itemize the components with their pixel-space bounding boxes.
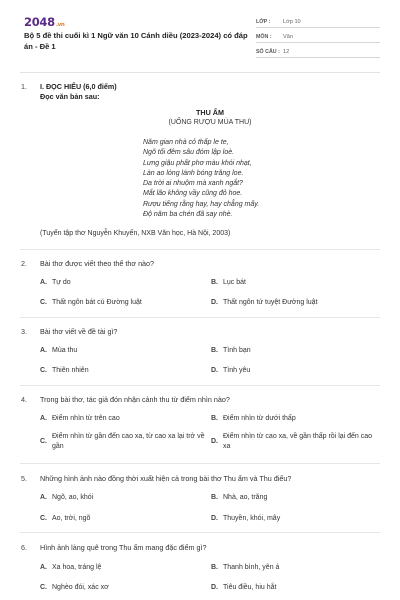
option-b[interactable] — [211, 493, 267, 503]
option-letter: D. — [211, 515, 218, 522]
option-text: Tình yêu — [223, 367, 251, 374]
option-letter: B. — [211, 415, 218, 422]
question-text: Hình ảnh làng quê trong Thu ẩm mang đặc điểm gì? — [40, 543, 207, 552]
poem-heading — [40, 108, 380, 128]
option-text: Điểm nhìn từ gần đến cao xa, từ cao xa lại trở về gần — [52, 433, 205, 450]
option-d[interactable] — [211, 514, 280, 524]
question-divider — [20, 385, 380, 386]
document-title: Bộ 5 đề thi cuối kì 1 Ngữ văn 10 Cánh diều (2023-2024) có đáp án - Đề 1 — [24, 31, 248, 51]
question-divider — [20, 317, 380, 318]
option-letter: B. — [211, 279, 218, 286]
option-text: Tình bạn — [223, 347, 251, 354]
poem-line: Mắt lão không vầy cũng đỏ hoe. — [143, 190, 243, 198]
poem-title: THU ẨM — [196, 108, 224, 117]
header-divider — [20, 72, 380, 73]
option-letter: A. — [40, 279, 47, 286]
option-text: Điểm nhìn từ cao xa, về gần thấp rồi lại đến cao xa — [223, 433, 373, 450]
option-text: Tự do — [52, 279, 71, 286]
option-letter: D. — [211, 299, 218, 306]
option-a[interactable] — [40, 414, 120, 424]
question-text: Trong bài thơ, tác giả đón nhận cảnh thu từ điểm nhìn nào? — [40, 395, 230, 404]
option-letter: C. — [40, 584, 47, 591]
option-text: Thất ngôn bát cú Đường luật — [52, 299, 142, 306]
exam-meta — [256, 16, 380, 61]
option-letter: C. — [40, 367, 47, 374]
meta-value: 12 — [283, 48, 290, 55]
question-text: Những hình ảnh nào đồng thời xuất hiện cả trong bài thơ Thu ẩm và Thu điếu? — [40, 474, 292, 483]
poem-body — [143, 138, 259, 220]
option-b[interactable] — [211, 346, 251, 356]
option-b[interactable] — [211, 278, 246, 288]
option-d[interactable] — [211, 432, 381, 452]
option-letter: B. — [211, 564, 218, 571]
question-5 — [0, 474, 400, 534]
option-letter: A. — [40, 347, 47, 354]
meta-row-class — [256, 16, 380, 28]
option-text: Thiên nhiên — [52, 367, 89, 374]
option-d[interactable] — [211, 366, 250, 376]
option-a[interactable] — [40, 563, 101, 573]
option-letter: D. — [211, 367, 218, 374]
option-text: Mùa thu — [52, 347, 78, 354]
option-a[interactable] — [40, 493, 93, 503]
page-header — [0, 0, 400, 68]
poem-line: Da trời ai nhuộm mà xanh ngắt? — [143, 180, 243, 188]
poem-line: Lưng giậu phất phơ màu khói nhạt, — [143, 159, 252, 167]
question-3 — [0, 327, 400, 387]
option-d[interactable] — [211, 298, 318, 308]
question-1 — [0, 82, 400, 252]
question-text: Bài thơ viết về đề tài gì? — [40, 327, 118, 336]
option-text: Xa hoa, tráng lệ — [52, 564, 102, 571]
option-letter: A. — [40, 415, 47, 422]
option-b[interactable] — [211, 414, 296, 424]
option-text: Thuyền, khói, mây — [223, 515, 281, 522]
poem-line: Làn ao lóng lánh bóng trăng loe. — [143, 169, 244, 177]
option-text: Tiêu điều, hiu hắt — [223, 584, 277, 591]
reading-instruction: Đọc văn bản sau: — [40, 92, 100, 101]
option-c[interactable] — [40, 366, 89, 376]
question-4 — [0, 395, 400, 465]
poem-line: Rượu tiếng rằng hay, hay chẳng mấy. — [143, 200, 260, 208]
site-logo[interactable] — [24, 15, 65, 29]
option-text: Ngõ, ao, khói — [52, 494, 94, 501]
option-letter: D. — [211, 438, 218, 445]
question-divider — [20, 532, 380, 533]
meta-label: LỚP : — [256, 18, 271, 25]
option-letter: A. — [40, 564, 47, 571]
option-text: Thanh bình, yên ả — [223, 564, 280, 571]
option-a[interactable] — [40, 278, 71, 288]
question-number: 5. — [21, 474, 27, 483]
option-letter: C. — [40, 515, 47, 522]
option-letter: C. — [40, 299, 47, 306]
option-c[interactable] — [40, 432, 210, 452]
option-letter: D. — [211, 584, 218, 591]
option-letter: C. — [40, 438, 47, 445]
option-c[interactable] — [40, 298, 142, 308]
logo-text: 2048 — [24, 15, 55, 29]
question-divider — [20, 249, 380, 250]
section-title: I. ĐỌC HIỂU (6,0 điểm) — [40, 82, 117, 91]
question-number: 4. — [21, 395, 27, 404]
question-2 — [0, 259, 400, 319]
poem-line: Ngõ tối đêm sâu đóm lập loè. — [143, 149, 235, 157]
question-6 — [0, 543, 400, 599]
option-text: Nhà, ao, trăng — [223, 494, 268, 501]
section-heading — [40, 82, 380, 102]
meta-label: MÔN : — [256, 33, 272, 40]
option-text: Điểm nhìn từ dưới thấp — [223, 415, 296, 422]
poem-subtitle: (UỐNG RƯỢU MÙA THU) — [168, 119, 252, 126]
question-divider — [20, 463, 380, 464]
question-number: 1. — [21, 82, 27, 91]
meta-value: Lớp 10 — [283, 18, 301, 25]
poem-line: Độ năm ba chén đã say nhè. — [143, 211, 233, 219]
option-text: Điểm nhìn từ trên cao — [52, 415, 120, 422]
option-text: Ao, trời, ngõ — [52, 515, 91, 522]
poem-source: (Tuyển tập thơ Nguyễn Khuyến, NXB Văn học, Hà Nội, 2003) — [40, 230, 231, 237]
question-number: 2. — [21, 259, 27, 268]
poem-line: Năm gian nhà cỏ thấp le te, — [143, 139, 229, 146]
option-b[interactable] — [211, 563, 279, 573]
meta-row-count — [256, 46, 380, 58]
option-letter: A. — [40, 494, 47, 501]
option-text: Thất ngôn tứ tuyệt Đường luật — [223, 299, 318, 306]
option-letter: B. — [211, 494, 218, 501]
question-text: Bài thơ được viết theo thể thơ nào? — [40, 259, 155, 268]
option-a[interactable] — [40, 346, 77, 356]
option-d[interactable] — [211, 583, 276, 593]
option-text: Nghèo đói, xác xơ — [52, 584, 109, 591]
question-number: 3. — [21, 327, 27, 336]
option-text: Lục bát — [223, 279, 246, 286]
option-c[interactable] — [40, 514, 90, 524]
question-number: 6. — [21, 543, 27, 552]
logo-suffix: .vn — [55, 22, 65, 28]
option-letter: B. — [211, 347, 218, 354]
option-c[interactable] — [40, 583, 109, 593]
meta-label: SỐ CÂU : — [256, 48, 280, 55]
meta-value: Văn — [283, 33, 293, 40]
meta-row-subject — [256, 31, 380, 43]
